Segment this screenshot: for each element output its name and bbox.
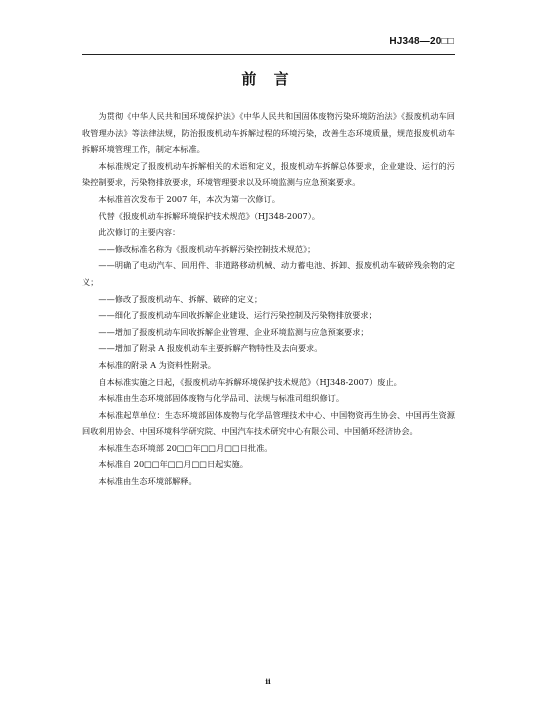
revision-item: ——修改了报废机动车、拆解、破碎的定义； bbox=[98, 293, 263, 304]
paragraph-revision-intro: 此次修订的主要内容： bbox=[98, 227, 181, 238]
paragraph-purpose: 为贯彻《中华人民共和国环境保护法》《中华人民共和国固体废物污染环境防治法》《报废机动车回收管理办法》等法律法规，防治报废机动车拆解过程的环境污染，改善生态环境质量，规范报废机动车拆解环境管理工作，制定本标准。 bbox=[82, 111, 455, 155]
revision-item: ——增加了附录 A 报废机动车主要拆解产物特性及去向要求。 bbox=[98, 343, 323, 354]
paragraph-approval: 本标准生态环境部 20□□年□□月□□日批准。 bbox=[98, 442, 273, 453]
header-divider bbox=[82, 54, 455, 55]
paragraph-effective: 本标准自 20□□年□□月□□日起实施。 bbox=[98, 459, 248, 470]
page-number: ii bbox=[265, 677, 271, 686]
revision-item: ——增加了报废机动车回收拆解企业管理、企业环境监测与应急预案要求； bbox=[98, 326, 369, 337]
paragraph-interpretation: 本标准由生态环境部解释。 bbox=[98, 476, 197, 487]
paragraph-drafters: 本标准起草单位：生态环境部固体废物与化学品管理技术中心、中国物资再生协会、中国再生资源回收利用协会、中国环境科学研究院、中国汽车技术研究中心有限公司、中国循环经济协会。 bbox=[82, 409, 455, 437]
revision-item: ——明确了电动汽车、回用件、非道路移动机械、动力蓄电池、拆卸、报废机动车破碎残余物的定义； bbox=[82, 260, 455, 287]
paragraph-first-release: 本标准首次发布于 2007 年，本次为第一次修订。 bbox=[98, 193, 280, 204]
paragraph-scope: 本标准规定了报废机动车拆解相关的术语和定义，报废机动车拆解总体要求，企业建设、运行的污染控制要求，污染物排放要求，环境管理要求以及环境监测与应急预案要求。 bbox=[82, 160, 455, 188]
paragraph-appendix: 本标准的附录 A 为资料性附录。 bbox=[98, 359, 216, 370]
paragraph-abolished: 自本标准实施之日起，《报废机动车拆解环境保护技术规范》（HJ348-2007）废止。 bbox=[98, 376, 402, 387]
page-title: 前 言 bbox=[241, 70, 295, 88]
document-body bbox=[82, 108, 455, 490]
paragraph-organizer: 本标准由生态环境部固体废物与化学品司、法规与标准司组织修订。 bbox=[98, 393, 345, 404]
revision-item: ——细化了报废机动车回收拆解企业建设、运行污染控制及污染物排放要求； bbox=[98, 310, 377, 321]
revision-item: ——修改标准名称为《报废机动车拆解污染控制技术规范》； bbox=[98, 243, 316, 254]
paragraph-replaces: 代替《报废机动车拆解环境保护技术规范》（HJ348-2007）。 bbox=[98, 210, 320, 221]
standard-code: HJ348—20□□ bbox=[389, 36, 454, 47]
